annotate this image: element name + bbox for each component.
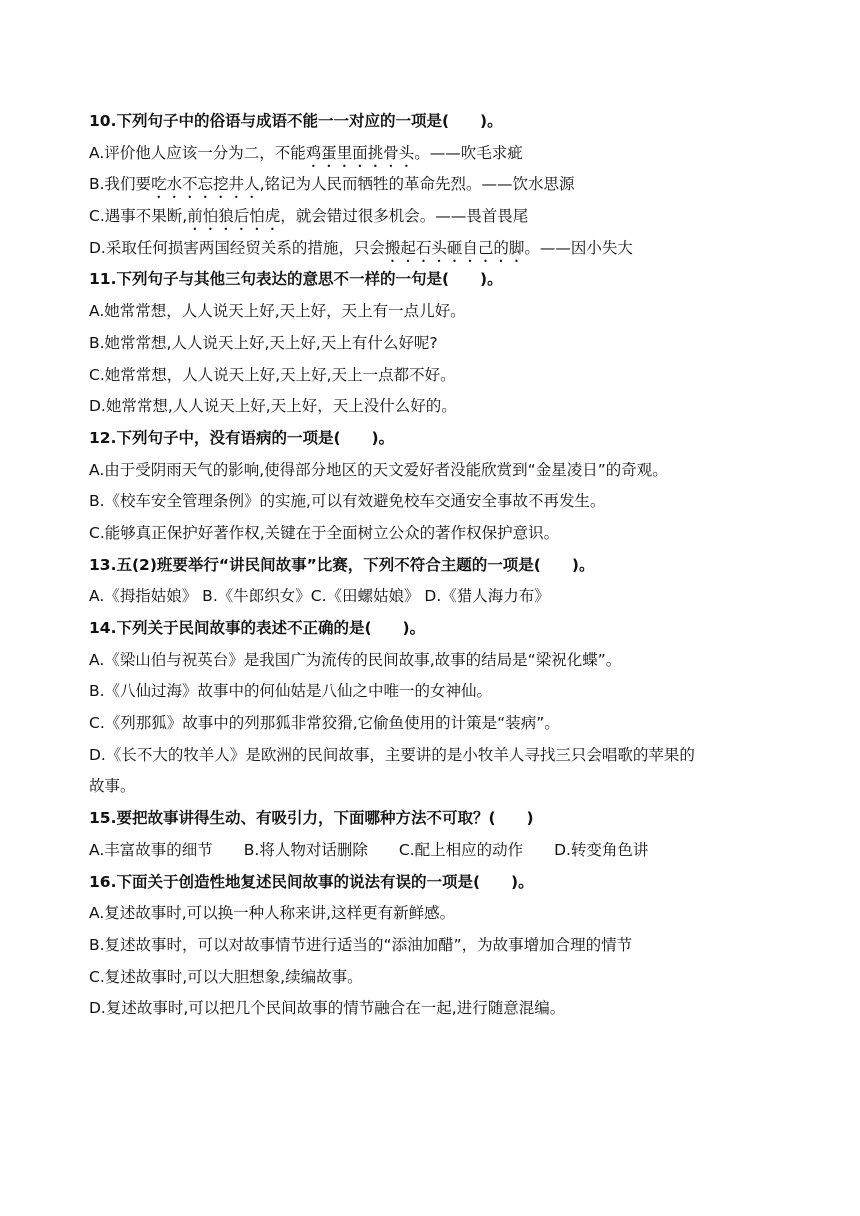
question-11-stem: 11.下列句子与其他三句表达的意思不一样的一句是( )。 bbox=[89, 270, 503, 289]
option-text: C.遇事不果断, bbox=[89, 207, 188, 226]
question-14-option-b: B.《八仙过海》故事中的何仙姑是八仙之中唯一的女神仙。 bbox=[89, 682, 493, 701]
question-13-stem: 13.五(2)班要举行“讲民间故事”比赛，下列不符合主题的一项是( )。 bbox=[89, 555, 595, 574]
question-10-option-c bbox=[89, 201, 789, 233]
option-text: ,铭记为人民而牺牲的革命先烈。——饮水思源 bbox=[259, 175, 575, 194]
question-14-stem: 14.下列关于民间故事的表述不正确的是( )。 bbox=[89, 619, 426, 637]
question-16-option-c: C.复述故事时,可以大胆想象,续编故事。 bbox=[89, 967, 363, 986]
option-text: 。——吹毛求疵 bbox=[414, 143, 523, 162]
question-11-option-c: C.她常常想，人人说天上好,天上好,天上一点都不好。 bbox=[89, 365, 456, 384]
question-11-option-d: D.她常常想,人人说天上好,天上好，天上没什么好的。 bbox=[89, 397, 457, 416]
question-13-options: A.《拇指姑娘》 B.《牛郎织女》C.《田螺姑娘》 D.《猎人海力布》 bbox=[89, 587, 550, 606]
question-list bbox=[89, 106, 789, 1025]
question-10-option-b bbox=[89, 169, 789, 201]
question-14-option-c: C.《列那狐》故事中的列那狐非常狡猾,它偷鱼使用的计策是“装病”。 bbox=[89, 714, 560, 733]
question-12-option-b: B.《校车安全管理条例》的实施,可以有效避免校车交通安全事故不再发生。 bbox=[89, 492, 606, 511]
option-text: 。——因小失大 bbox=[524, 238, 633, 257]
question-11-option-a: A.她常常想，人人说天上好,天上好，天上有一点儿好。 bbox=[89, 302, 466, 321]
question-11-option-b: B.她常常想,人人说天上好,天上好,天上有什么好呢? bbox=[89, 333, 438, 352]
question-16-option-b: B.复述故事时，可以对故事情节进行适当的“添油加醋”，为故事增加合理的情节 bbox=[89, 935, 633, 954]
question-10-stem: 10.下列句子中的俗语与成语不能一一对应的一项是( )。 bbox=[89, 112, 503, 130]
emphasized-phrase: 搬起石头砸自己的脚 bbox=[384, 238, 525, 257]
question-14-option-a: A.《梁山伯与祝英台》是我国广为流传的民间故事,故事的结局是“梁祝化蝶”。 bbox=[89, 650, 622, 669]
question-12-option-c: C.能够真正保护好著作权,关键在于全面树立公众的著作权保护意识。 bbox=[89, 523, 560, 542]
question-15-options: A.丰富故事的细节 B.将人物对话删除 C.配上相应的动作 D.转变角色讲 bbox=[89, 840, 649, 859]
option-text: B.我们要 bbox=[89, 175, 152, 194]
option-text: D.采取任何损害两国经贸关系的措施，只会 bbox=[89, 238, 385, 257]
question-15-stem: 15.要把故事讲得生动、有吸引力，下面哪种方法不可取？( ) bbox=[89, 809, 534, 828]
question-16-option-a: A.复述故事时,可以换一种人称来讲,这样更有新鲜感。 bbox=[89, 904, 456, 923]
option-text: A.评价他人应该一分为二，不能 bbox=[89, 143, 306, 162]
question-10-option-a bbox=[89, 138, 789, 170]
question-16-option-d: D.复述故事时,可以把几个民间故事的情节融合在一起,进行随意混编。 bbox=[89, 999, 566, 1018]
question-14-option-d: D.《长不大的牧羊人》是欧洲的民间故事，主要讲的是小牧羊人寻找三只会唱歌的苹果的 bbox=[89, 745, 695, 764]
emphasized-phrase: 前怕狼后怕虎 bbox=[187, 207, 281, 226]
emphasized-phrase: 吃水不忘挖井人 bbox=[151, 175, 260, 194]
question-12-option-a: A.由于受阴雨天气的影响,使得部分地区的天文爱好者没能欣赏到“金星凌日”的奇观。 bbox=[89, 460, 668, 479]
question-16-stem: 16.下面关于创造性地复述民间故事的说法有误的一项是( )。 bbox=[89, 872, 534, 891]
question-10-option-d bbox=[89, 233, 789, 265]
option-text: ，就会错过很多机会。——畏首畏尾 bbox=[280, 207, 529, 226]
question-14-option-d-continued: 故事。 bbox=[89, 777, 136, 796]
emphasized-phrase: 鸡蛋里面挑骨头 bbox=[305, 143, 415, 162]
question-12-stem: 12.下列句子中，没有语病的一项是( )。 bbox=[89, 428, 395, 447]
